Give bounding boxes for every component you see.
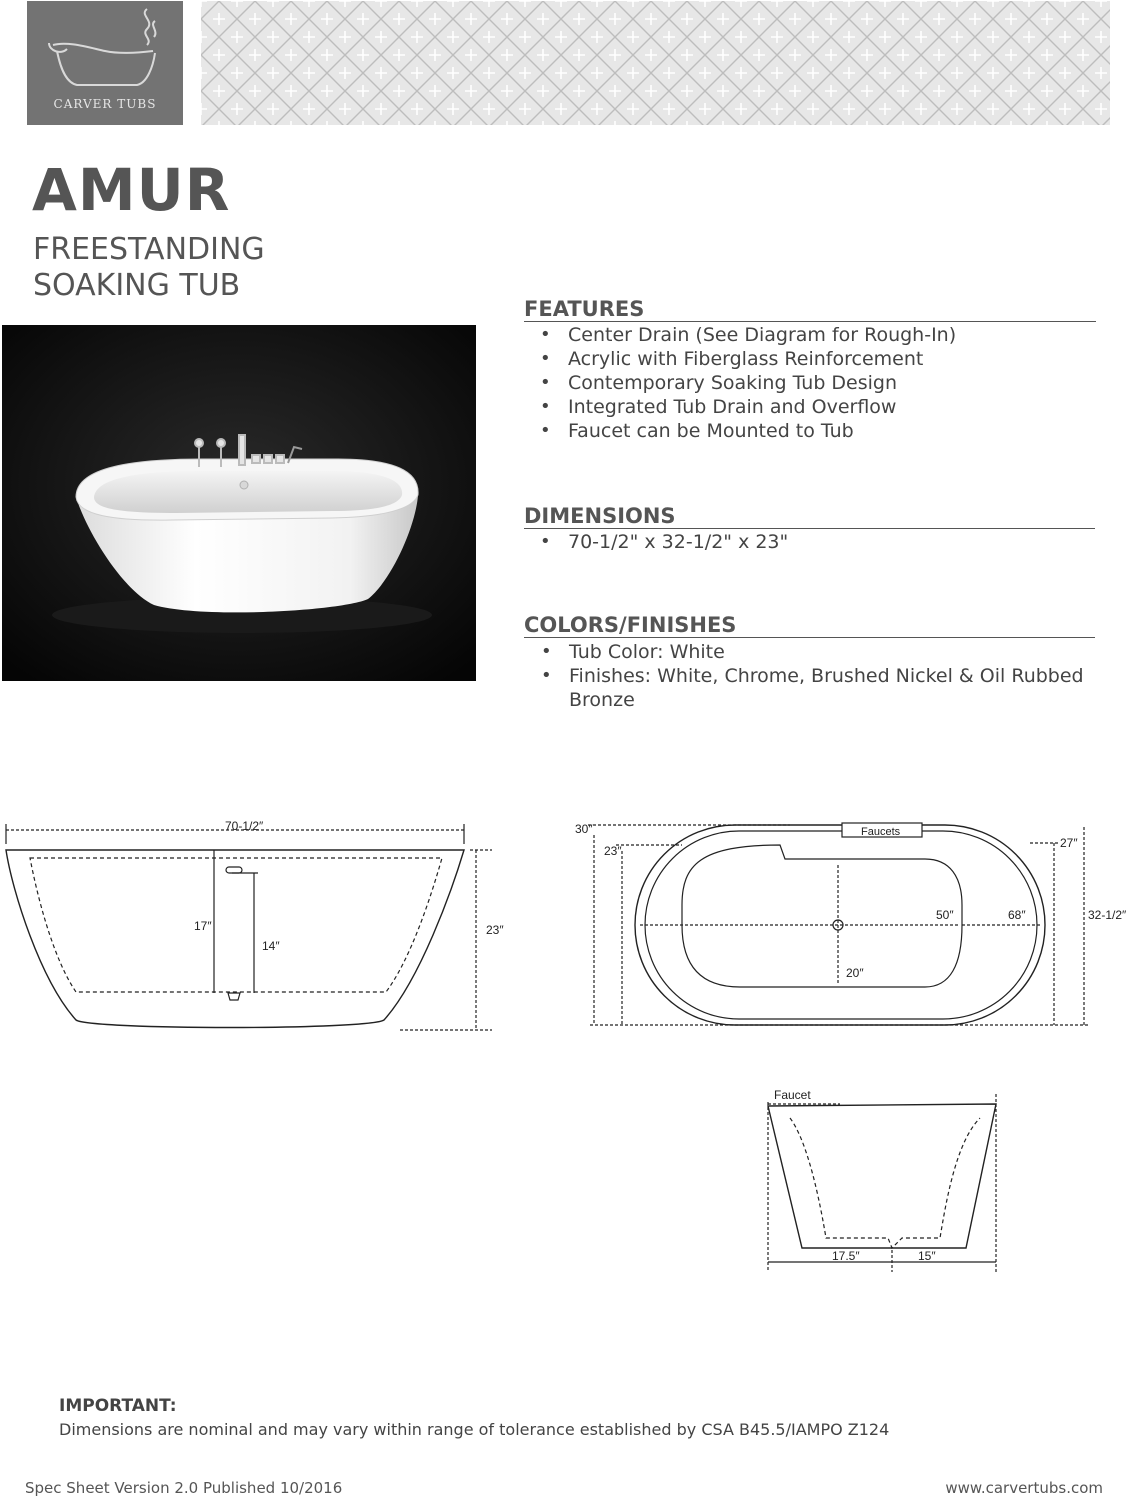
list-item: • Contemporary Soaking Tub Design (523, 371, 1103, 395)
end-faucet-label: Faucet (774, 1088, 811, 1102)
side-length-label: 70-1/2″ (225, 819, 264, 833)
side-depth-outer-label: 17″ (194, 919, 212, 933)
product-subtitle-line2: SOAKING TUB (33, 268, 241, 303)
footer-website-link[interactable]: www.carvertubs.com (945, 1479, 1103, 1497)
features-list (523, 323, 1103, 443)
list-item: • Acrylic with Fiberglass Reinforcement (523, 347, 1103, 371)
important-heading: IMPORTANT: (59, 1396, 177, 1416)
side-depth-inner-label: 14″ (262, 939, 280, 953)
decorative-pattern (201, 1, 1110, 125)
list-item: • 70-1/2" x 32-1/2" x 23" (523, 530, 1103, 554)
side-height-label: 23″ (486, 923, 504, 937)
list-item: • Center Drain (See Diagram for Rough-In) (523, 323, 1103, 347)
colors-list (524, 640, 1084, 712)
list-item: • Faucet can be Mounted to Tub (523, 419, 1103, 443)
product-subtitle-line1: FREESTANDING (33, 232, 265, 267)
brand-name: CARVER TUBS (53, 97, 157, 111)
top-inner-length-label: 50″ (936, 908, 954, 922)
brand-logo (27, 1, 183, 125)
top-right-outer-label: 32-1/2″ (1088, 908, 1127, 922)
product-title: AMUR (32, 156, 231, 224)
important-text: Dimensions are nominal and may vary within range of tolerance established by CSA B45.5/IAMPO Z124 (59, 1420, 890, 1439)
top-overall-width-label: 30″ (575, 822, 593, 836)
top-inner-width-label: 23″ (604, 844, 622, 858)
dimensions-heading: DIMENSIONS (524, 504, 1095, 529)
bathtub-steam-icon (27, 1, 183, 97)
features-heading: FEATURES (524, 297, 1096, 322)
footer-version: Spec Sheet Version 2.0 Published 10/2016 (25, 1479, 343, 1497)
end-view-diagram (760, 1082, 1010, 1282)
top-drain-offset-label: 20″ (846, 966, 864, 980)
colors-heading: COLORS/FINISHES (524, 613, 1095, 638)
list-item: • Integrated Tub Drain and Overflow (523, 395, 1103, 419)
side-view-diagram (0, 810, 520, 1040)
top-view-diagram (570, 815, 1130, 1035)
top-right-inner-label: 27″ (1060, 836, 1078, 850)
dimensions-list (523, 530, 1103, 554)
end-right-label: 15″ (918, 1249, 936, 1263)
end-left-label: 17.5″ (832, 1249, 860, 1263)
product-photo (2, 325, 476, 681)
list-item: • Tub Color: White (524, 640, 1084, 664)
top-outer-length-label: 68″ (1008, 908, 1026, 922)
top-faucets-label: Faucets (861, 826, 901, 838)
list-item: • Finishes: White, Chrome, Brushed Nickel & Oil Rubbed Bronze (524, 664, 1084, 712)
